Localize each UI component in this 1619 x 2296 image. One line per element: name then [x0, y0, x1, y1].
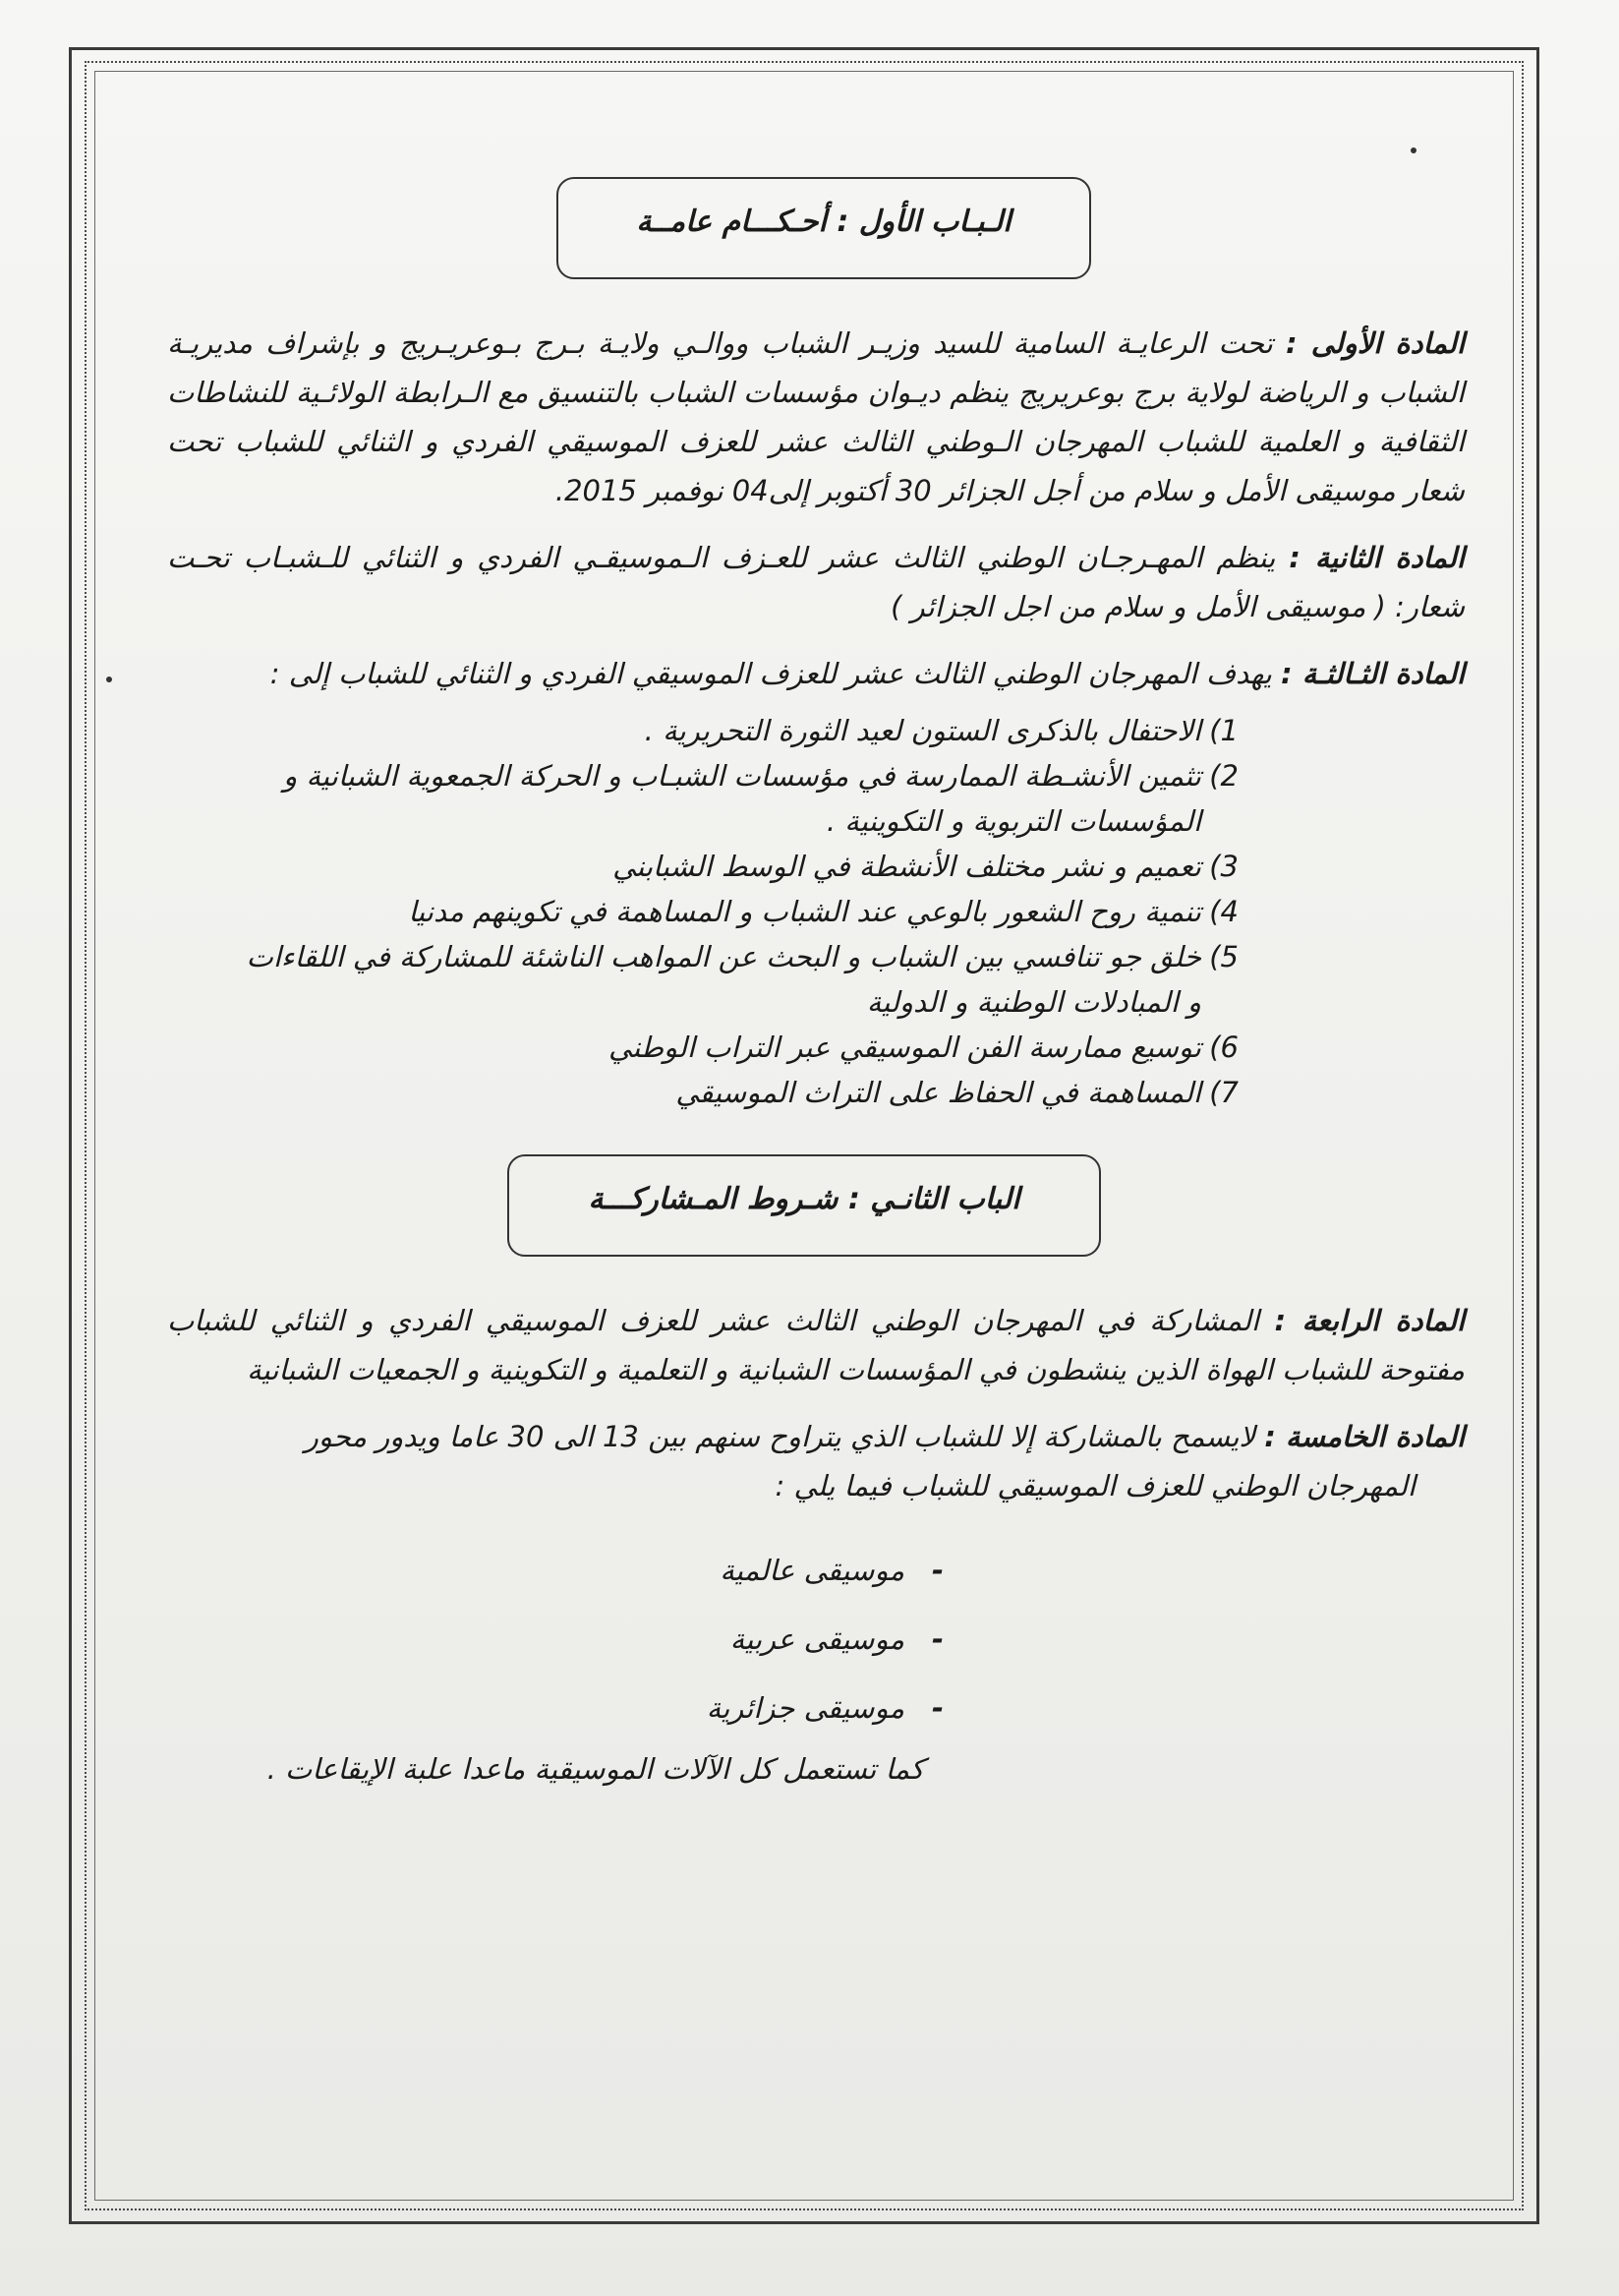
article-5 — [167, 1412, 1465, 1510]
list-item: 7)المساهمة في الحفاظ على التراث الموسيقي — [675, 1076, 1239, 1109]
list-item: 3)تعميم و نشر مختلف الأنشطة في الوسط الشبابني — [612, 850, 1239, 883]
article-5-label: المادة الخامسة : — [1264, 1420, 1465, 1453]
list-item: -موسيقى عربية — [729, 1622, 944, 1656]
article-3-text: يهدف المهرجان الوطني الثالث عشر للعزف الموسيقي الفردي و الثنائي للشباب إلى : — [269, 657, 1272, 690]
list-item: 5)خلق جو تنافسي بين الشباب و البحث عن المواهب الناشئة للمشاركة في اللقاءات و المبادلات الوطنية و الدولية — [246, 940, 1239, 1019]
closing-note: كما تستعمل كل الآلات الموسيقية ماعدا علبة الإيقاعات . — [266, 1752, 924, 1786]
article-1 — [167, 319, 1465, 515]
section-title-2: الباب الثانـي : شـروط المـشاركـــة — [507, 1154, 1101, 1257]
article-2-label: المادة الثانية : — [1289, 541, 1465, 574]
article-1-text: تحت الرعايـة السامية للسيد وزيـر الشباب ووالـي ولايـة بـرج بـوعريـريج و بإشراف مديريـة الشباب و الرياضة لولاية برج بوعريريج ينظم ديـوان مؤسسات الشباب بالتنسيق مع الـرابطة الولائـية للنشاطات الثقافية و العلمية للشباب المهرجان الـوطني الثالث عشر للعزف الموسيقي الفردي و الثنائي للشباب تحت شعار موسيقى الأمل و سلام من أجل الجزائر 30 أكتوبر إلى04 نوفمبر 2015. — [167, 326, 1465, 507]
article-2-text: ينظم المهـرجـان الوطني الثالث عشر للعـزف الـموسيقـي الفردي و الثنائي للـشبـاب تحـت شعار: ( موسيقى الأمل و سلام من اجل الجزائر ) — [167, 541, 1465, 623]
article-2 — [167, 533, 1465, 631]
list-item: 6)توسيع ممارسة الفن الموسيقي عبر التراب الوطني — [608, 1030, 1239, 1064]
list-item: -موسيقى عالمية — [720, 1554, 944, 1587]
list-item: -موسيقى جزائرية — [706, 1691, 944, 1725]
article-4 — [167, 1296, 1465, 1394]
list-item: 1)الاحتفال بالذكرى الستون لعيد الثورة التحريرية . — [644, 714, 1239, 747]
article-4-label: المادة الرابعة : — [1274, 1304, 1466, 1337]
list-item: 4)تنمية روح الشعور بالوعي عند الشباب و المساهمة في تكوينهم مدنيا — [408, 895, 1239, 928]
music-types-list — [167, 1536, 1465, 1742]
article-3 — [167, 649, 1465, 698]
section-title-1: الـبـاب الأول : أحـكـــام عامــة — [556, 177, 1091, 279]
scan-speck — [106, 677, 112, 682]
article-5-text: لايسمح بالمشاركة إلا للشباب الذي يتراوح سنهم بين 13 الى 30 عاما ويدور محور — [304, 1420, 1255, 1453]
article-3-label: المادة الثـالثـة : — [1281, 657, 1465, 690]
goals-list — [167, 708, 1465, 1115]
scan-speck — [1411, 147, 1417, 153]
document-body — [167, 177, 1465, 1792]
article-5-cont: المهرجان الوطني للعزف الموسيقي للشباب فيما يلي : — [775, 1469, 1416, 1502]
article-1-label: المادة الأولى : — [1286, 326, 1466, 360]
article-4-text: المشاركة في المهرجان الوطني الثالث عشر للعزف الموسيقي الفردي و الثنائي للشباب مفتوحة للشباب الهواة الذين ينشطون في المؤسسات الشبانية و التعلمية و التكوينية و الجمعيات الشبانية — [167, 1304, 1465, 1386]
list-item: 2)تثمين الأنشـطة الممارسة في مؤسسات الشبـاب و الحركة الجمعوية الشبانية و المؤسسات التربوية و التكوينية . — [283, 759, 1239, 838]
